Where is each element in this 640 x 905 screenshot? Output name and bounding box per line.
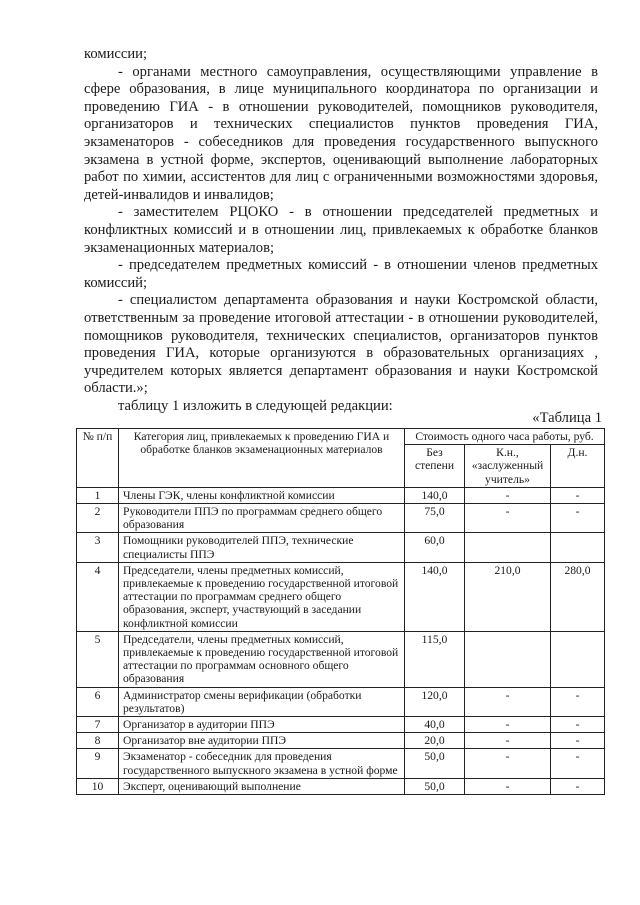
row-num: 6 xyxy=(77,687,119,716)
row-no-degree: 115,0 xyxy=(405,631,465,687)
row-dn: - xyxy=(551,733,605,749)
paragraph-2: - заместителем РЦОКО - в отношении председателей предметных и конфликтных комиссий и в отношении лиц, привлекаемых к обработке бланков экзаменационных материалов; xyxy=(84,204,598,256)
row-dn: - xyxy=(551,749,605,778)
row-no-degree: 140,0 xyxy=(405,487,465,503)
table-row xyxy=(77,504,605,533)
header-kn: К.н., «заслуженный учитель» xyxy=(465,445,551,488)
row-dn: - xyxy=(551,504,605,533)
row-dn xyxy=(551,631,605,687)
row-kn xyxy=(465,631,551,687)
cost-table xyxy=(76,428,605,795)
row-kn: - xyxy=(465,487,551,503)
paragraph-1: - органами местного самоуправления, осуществляющими управление в сфере образования, в лице муниципального координатора по организации и проведению ГИА - в отношении руководителей, помощников руководителя, организаторов и технических специалистов пунктов проведения ГИА, экзаменаторов - собеседников для проведения государственного выпускного экзамена в устной форме, экспертов, оценивающий выполнение лабораторных работ по химии, ассистентов для лиц с ограниченными возможностями здоровья, детей-инвалидов и инвалидов; xyxy=(84,63,598,203)
row-num: 9 xyxy=(77,749,119,778)
row-name: Председатели, члены предметных комиссий, привлекаемые к проведению государственной итоговой аттестации по программам среднего общего образования, эксперт, участвующий в заседании конфликтной комиссии xyxy=(119,562,405,631)
row-name: Организатор в аудитории ППЭ xyxy=(119,717,405,733)
table-header-row xyxy=(77,429,605,445)
row-num: 1 xyxy=(77,487,119,503)
row-kn: - xyxy=(465,504,551,533)
row-no-degree: 140,0 xyxy=(405,562,465,631)
row-num: 10 xyxy=(77,778,119,794)
row-name: Председатели, члены предметных комиссий, привлекаемые к проведению государственной итоговой аттестации по программам основного общего образования xyxy=(119,631,405,687)
table-row xyxy=(77,631,605,687)
row-dn xyxy=(551,533,605,562)
row-kn: - xyxy=(465,687,551,716)
row-num: 7 xyxy=(77,717,119,733)
table-row xyxy=(77,733,605,749)
row-no-degree: 40,0 xyxy=(405,717,465,733)
row-dn: - xyxy=(551,687,605,716)
table-row xyxy=(77,778,605,794)
paragraph-4: - специалистом департамента образования и науки Костромской области, ответственным за проведение итоговой аттестации - в отношении руководителей, помощников руководителя, технических специалистов, организаторов пунктов проведения ГИА, которые организуются в образовательных организациях , учредителем которых является департамент образования и науки Костромской области.»; xyxy=(84,292,598,397)
table-row xyxy=(77,749,605,778)
header-no-degree: Без степени xyxy=(405,445,465,488)
row-num: 2 xyxy=(77,504,119,533)
row-name: Администратор смены верификации (обработки результатов) xyxy=(119,687,405,716)
row-kn: - xyxy=(465,733,551,749)
row-dn: - xyxy=(551,487,605,503)
row-dn: - xyxy=(551,717,605,733)
table-row xyxy=(77,687,605,716)
row-no-degree: 75,0 xyxy=(405,504,465,533)
paragraph-0: комиссии; xyxy=(84,46,148,62)
row-dn: 280,0 xyxy=(551,562,605,631)
table-row xyxy=(77,562,605,631)
row-name: Руководители ППЭ по программам среднего общего образования xyxy=(119,504,405,533)
row-name: Помощники руководителей ППЭ, технические специалисты ППЭ xyxy=(119,533,405,562)
row-kn: - xyxy=(465,717,551,733)
row-no-degree: 50,0 xyxy=(405,778,465,794)
header-dn: Д.н. xyxy=(551,445,605,488)
row-num: 3 xyxy=(77,533,119,562)
row-no-degree: 60,0 xyxy=(405,533,465,562)
paragraph-3: - председателем предметных комиссий - в отношении членов предметных комиссий; xyxy=(84,257,598,291)
row-name: Экзаменатор - собеседник для проведения государственного выпускного экзамена в устной форме xyxy=(119,749,405,778)
row-kn xyxy=(465,533,551,562)
row-name: Члены ГЭК, члены конфликтной комиссии xyxy=(119,487,405,503)
table-row xyxy=(77,717,605,733)
header-category: Категория лиц, привлекаемых к проведению ГИА и обработке бланков экзаменационных материалов xyxy=(119,429,405,488)
row-no-degree: 20,0 xyxy=(405,733,465,749)
row-num: 8 xyxy=(77,733,119,749)
row-kn: - xyxy=(465,778,551,794)
row-name: Эксперт, оценивающий выполнение xyxy=(119,778,405,794)
table-row xyxy=(77,533,605,562)
header-cost: Стоимость одного часа работы, руб. xyxy=(405,429,605,445)
table-row xyxy=(77,487,605,503)
paragraph-5: таблицу 1 изложить в следующей редакции: xyxy=(118,397,393,414)
row-dn: - xyxy=(551,778,605,794)
row-no-degree: 120,0 xyxy=(405,687,465,716)
row-kn: - xyxy=(465,749,551,778)
table-caption: «Таблица 1 xyxy=(532,410,602,426)
body-text xyxy=(84,46,598,415)
row-no-degree: 50,0 xyxy=(405,749,465,778)
row-kn: 210,0 xyxy=(465,562,551,631)
row-num: 5 xyxy=(77,631,119,687)
row-num: 4 xyxy=(77,562,119,631)
row-name: Организатор вне аудитории ППЭ xyxy=(119,733,405,749)
header-num: № п/п xyxy=(77,429,119,488)
